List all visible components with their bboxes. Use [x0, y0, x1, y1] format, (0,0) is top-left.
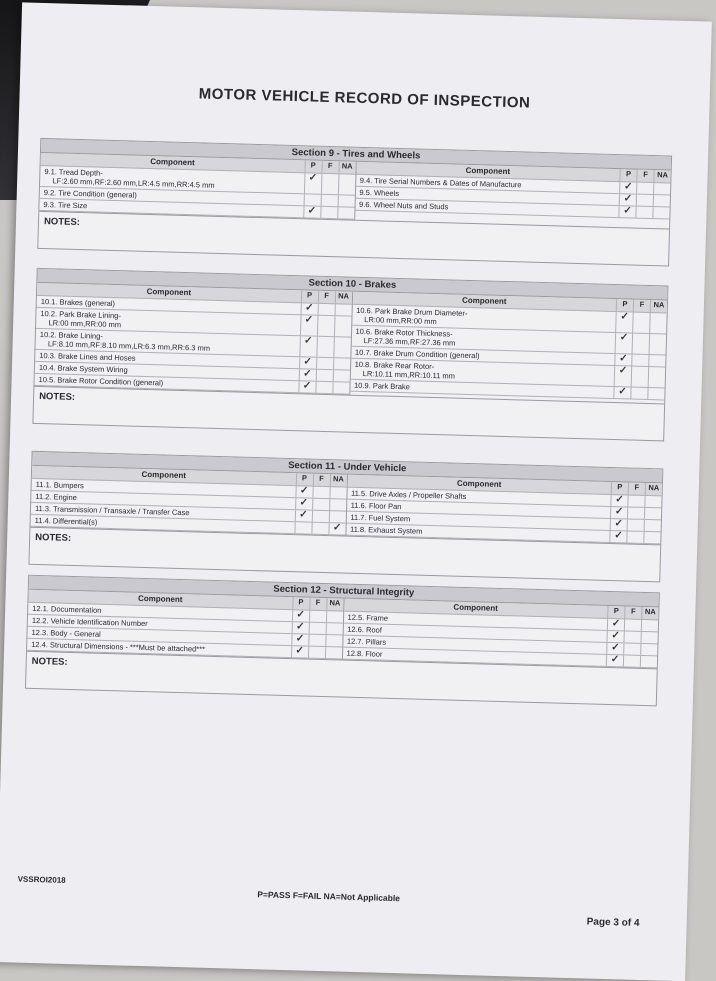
check-cell-f — [632, 313, 650, 333]
check-cell-f — [631, 367, 649, 387]
check-cell-na — [325, 623, 342, 634]
check-cell-na — [328, 511, 345, 522]
check-cell-f — [308, 611, 325, 622]
check-cell-f — [636, 183, 653, 194]
component-label: 10.3. Brake Lines and Hoses — [39, 350, 136, 363]
check-cell-f — [311, 511, 328, 522]
checkmark-icon: ✓ — [304, 314, 314, 326]
checkmark-icon: ✓ — [303, 335, 313, 347]
component-label: 12.5. Frame — [347, 612, 389, 623]
check-cell-p — [299, 336, 317, 356]
check-cell-f — [320, 195, 337, 206]
checkmark-icon: ✓ — [295, 621, 305, 633]
notes-label: NOTES: — [26, 651, 657, 706]
check-cell-p — [615, 312, 633, 332]
check-cell-na — [648, 355, 665, 366]
check-cell-f — [312, 487, 329, 498]
component-label: 10.2. Park Brake Lining- LR:00 mm,RR:00 mm — [40, 309, 122, 330]
notes-label: NOTES: — [29, 527, 660, 582]
check-cell-na — [337, 174, 355, 194]
header-f: F — [636, 170, 653, 182]
check-cell-na — [644, 508, 661, 519]
component-label: 10.1. Brakes (general) — [40, 297, 116, 309]
check-cell-p — [295, 486, 312, 497]
header-f: F — [309, 598, 326, 610]
check-cell-p — [291, 610, 308, 621]
check-cell-na — [333, 337, 351, 357]
header-na: NA — [653, 170, 670, 182]
check-cell-p — [298, 381, 315, 392]
check-cell-p — [303, 173, 321, 193]
checkmark-icon: ✓ — [611, 630, 621, 642]
check-cell-p — [298, 369, 315, 380]
check-cell-f — [632, 334, 650, 354]
component-label: 9.4. Tire Serial Numbers & Dates of Manufacture — [359, 175, 522, 190]
component-label: 9.5. Wheels — [359, 187, 400, 198]
header-na: NA — [645, 483, 662, 495]
component-label: 12.7. Pillars — [346, 636, 387, 647]
check-cell-p — [303, 206, 320, 217]
check-cell-p — [294, 522, 311, 533]
section-12 — [25, 575, 660, 707]
header-p: P — [300, 290, 317, 302]
check-cell-na — [332, 370, 349, 381]
section-title: Section 10 - Brakes — [37, 269, 667, 301]
checkmark-icon: ✓ — [623, 205, 632, 217]
header-p: P — [619, 169, 636, 181]
check-cell-p — [619, 182, 636, 193]
header-p: P — [611, 482, 628, 494]
section-11 — [28, 451, 663, 583]
header-component: Component — [461, 295, 507, 307]
check-cell-f — [630, 388, 647, 399]
checkmark-icon: ✓ — [610, 642, 620, 654]
checkmark-icon: ✓ — [614, 518, 624, 530]
component-label: 9.3. Tire Size — [43, 200, 88, 211]
component-label: 10.6. Park Brake Drum Diameter- LR:00 mm,RR:00 mm — [355, 305, 468, 327]
check-cell-p — [618, 206, 635, 217]
header-p: P — [616, 299, 633, 311]
component-label: 10.4. Brake System Wiring — [38, 362, 128, 375]
check-cell-f — [627, 495, 644, 506]
checkmark-icon: ✓ — [620, 311, 629, 323]
header-f: F — [312, 474, 329, 486]
check-cell-p — [295, 498, 312, 509]
column-right — [345, 475, 662, 545]
checkmark-icon: ✓ — [299, 485, 309, 497]
component-label: 9.1. Tread Depth- LF:2.60 mm,RF:2.60 mm,LR:4.5 mm,RR:4.5 mm — [44, 167, 215, 190]
checkmark-icon: ✓ — [614, 530, 623, 542]
notes-label: NOTES: — [33, 386, 664, 441]
check-cell-p — [300, 303, 317, 314]
component-label: 12.6. Roof — [347, 624, 382, 635]
check-cell-f — [631, 355, 648, 366]
component-label: 12.8. Floor — [346, 648, 383, 659]
checkmark-icon: ✓ — [296, 609, 305, 621]
component-label: 12.2. Vehicle Identification Number — [31, 615, 148, 629]
check-cell-f — [320, 174, 338, 194]
component-label: 9.2. Tire Condition (general) — [43, 188, 137, 200]
column-right — [354, 162, 671, 229]
checkmark-icon: ✓ — [295, 633, 305, 645]
check-cell-f — [623, 643, 640, 654]
check-cell-na — [653, 183, 670, 194]
checkmark-icon: ✓ — [618, 386, 627, 398]
component-label: 11.5. Drive Axles / Propeller Shafts — [350, 488, 467, 501]
header-component: Component — [465, 165, 511, 177]
header-component: Component — [150, 157, 195, 168]
check-cell-p — [303, 194, 320, 205]
check-cell-f — [317, 304, 334, 315]
header-na: NA — [650, 300, 667, 312]
check-cell-p — [294, 510, 311, 521]
component-label: 10.9. Park Brake — [353, 380, 411, 392]
checkmark-icon: ✓ — [611, 618, 621, 630]
check-cell-f — [308, 635, 325, 646]
check-cell-f — [315, 382, 332, 393]
checkmark-icon: ✓ — [619, 353, 628, 365]
column-left — [39, 153, 355, 220]
checkmark-icon: ✓ — [307, 205, 317, 217]
check-cell-na — [334, 304, 351, 315]
check-cell-f — [626, 531, 643, 542]
check-cell-na — [643, 532, 660, 543]
component-label: 11.1. Bumpers — [35, 479, 85, 491]
check-cell-f — [316, 358, 333, 369]
checkmark-icon: ✓ — [623, 193, 633, 205]
check-cell-p — [607, 631, 624, 642]
checkmark-icon: ✓ — [615, 494, 624, 506]
check-cell-p — [299, 315, 317, 335]
header-component: Component — [146, 286, 192, 298]
header-p: P — [292, 597, 309, 609]
header-component: Component — [456, 478, 502, 489]
check-cell-p — [613, 387, 630, 398]
column-left — [30, 466, 346, 536]
check-cell-na — [325, 611, 342, 622]
component-label: 10.2. Brake Lining- LF:8.10 mm,RF:8.10 mm,LR:6.3 mm,RR:6.3 mm — [39, 329, 211, 353]
check-cell-na — [329, 487, 346, 498]
checkmark-icon: ✓ — [332, 522, 342, 534]
header-na: NA — [338, 161, 355, 173]
check-cell-p — [614, 354, 631, 365]
check-cell-na — [337, 195, 354, 206]
check-cell-na — [640, 632, 657, 643]
header-f: F — [321, 161, 338, 173]
header-p: P — [607, 606, 624, 618]
check-cell-f — [312, 499, 329, 510]
check-cell-p — [615, 333, 633, 353]
header-na: NA — [329, 474, 346, 486]
check-cell-p — [606, 655, 623, 666]
check-cell-na — [649, 334, 667, 354]
check-cell-na — [640, 644, 657, 655]
check-cell-f — [316, 337, 334, 357]
header-na: NA — [641, 607, 658, 619]
check-cell-p — [609, 531, 626, 542]
component-label: 10.5. Brake Rotor Condition (general) — [38, 374, 164, 388]
header-component: Component — [453, 602, 498, 613]
check-cell-f — [635, 207, 652, 218]
check-cell-na — [332, 382, 349, 393]
page-number: Page 3 of 4 — [586, 916, 640, 929]
check-cell-f — [315, 370, 332, 381]
check-cell-p — [610, 507, 627, 518]
checkmark-icon: ✓ — [610, 654, 620, 666]
check-cell-f — [307, 647, 324, 658]
check-cell-na — [644, 520, 661, 531]
check-cell-na — [647, 388, 664, 399]
check-cell-f — [623, 631, 640, 642]
check-cell-f — [316, 316, 334, 336]
legend: P=PASS F=FAIL NA=Not Applicable — [257, 889, 401, 904]
checkmark-icon: ✓ — [302, 380, 312, 392]
checkmark-icon: ✓ — [299, 509, 308, 521]
notes-label: NOTES: — [38, 211, 669, 266]
check-cell-f — [624, 619, 641, 630]
check-cell-f — [636, 195, 653, 206]
checkmark-icon: ✓ — [304, 302, 314, 314]
section-title: Section 11 - Under Vehicle — [32, 452, 662, 484]
form-code: VSSROI2018 — [17, 874, 66, 885]
header-component: Component — [137, 593, 183, 605]
check-cell-p — [610, 495, 627, 506]
header-na: NA — [326, 598, 343, 610]
component-label: 12.1. Documentation — [32, 603, 102, 615]
check-cell-p — [606, 643, 623, 654]
check-cell-f — [308, 623, 325, 634]
check-cell-na — [328, 523, 345, 534]
check-cell-na — [329, 499, 346, 510]
page-title: MOTOR VEHICLE RECORD OF INSPECTION — [198, 85, 531, 112]
header-f: F — [628, 482, 645, 494]
check-cell-p — [299, 357, 316, 368]
check-cell-p — [614, 366, 632, 386]
checkmark-icon: ✓ — [308, 172, 318, 184]
checkmark-icon: ✓ — [614, 506, 624, 518]
component-label: 10.6. Brake Rotor Thickness- LF:27.36 mm,RF:27.36 mm — [355, 326, 456, 348]
check-cell-na — [324, 647, 341, 658]
checkmark-icon: ✓ — [618, 365, 628, 377]
check-cell-na — [652, 207, 669, 218]
check-cell-na — [337, 207, 354, 218]
header-p: P — [295, 473, 312, 485]
section-10 — [32, 268, 668, 442]
checkmark-icon: ✓ — [619, 332, 629, 344]
inspection-sheet — [0, 2, 712, 981]
checkmark-icon: ✓ — [623, 181, 633, 193]
header-f: F — [624, 606, 641, 618]
section-title: Section 9 - Tires and Wheels — [41, 139, 671, 171]
check-cell-f — [320, 207, 337, 218]
component-label: 12.3. Body - General — [31, 627, 101, 639]
header-p: P — [304, 160, 321, 172]
check-cell-p — [291, 634, 308, 645]
check-cell-p — [610, 519, 627, 530]
checkmark-icon: ✓ — [299, 497, 309, 509]
check-cell-f — [627, 519, 644, 530]
component-label: 9.6. Wheel Nuts and Studs — [359, 199, 449, 212]
check-cell-na — [325, 635, 342, 646]
check-cell-p — [291, 622, 308, 633]
component-label: 12.4. Structural Dimensions - ***Must be attached*** — [31, 639, 206, 654]
check-cell-na — [333, 316, 351, 336]
check-cell-na — [648, 367, 666, 387]
header-f: F — [633, 300, 650, 312]
header-f: F — [317, 291, 334, 303]
check-cell-na — [644, 496, 661, 507]
component-label: 11.8. Exhaust System — [349, 524, 423, 536]
column-right — [349, 292, 667, 404]
header-na: NA — [334, 291, 351, 303]
check-cell-f — [311, 523, 328, 534]
check-cell-na — [640, 656, 657, 667]
checkmark-icon: ✓ — [303, 356, 313, 368]
component-label: 10.7. Brake Drum Condition (general) — [354, 347, 480, 361]
column-right — [341, 599, 658, 669]
check-cell-na — [653, 195, 670, 206]
check-cell-p — [607, 619, 624, 630]
section-9 — [37, 138, 672, 267]
check-cell-p — [290, 646, 307, 657]
column-left — [27, 590, 343, 660]
check-cell-na — [649, 313, 667, 333]
component-label: 10.8. Brake Rear Rotor- LR:10.11 mm,RR:10.11 mm — [354, 359, 456, 381]
checkmark-icon: ✓ — [303, 368, 312, 380]
header-component: Component — [141, 469, 187, 481]
section-title: Section 12 - Structural Integrity — [29, 576, 659, 608]
check-cell-f — [627, 507, 644, 518]
component-label: 11.2. Engine — [35, 491, 78, 503]
component-label: 11.6. Floor Pan — [350, 500, 402, 512]
component-label: 11.4. Differential(s) — [34, 515, 98, 527]
component-label: 11.3. Transmission / Transaxle / Transfer Case — [34, 503, 190, 518]
check-cell-f — [623, 655, 640, 666]
checkmark-icon: ✓ — [295, 645, 304, 657]
check-cell-na — [333, 358, 350, 369]
check-cell-na — [641, 620, 658, 631]
check-cell-p — [619, 194, 636, 205]
component-label: 11.7. Fuel System — [350, 512, 411, 524]
column-left — [34, 283, 351, 395]
